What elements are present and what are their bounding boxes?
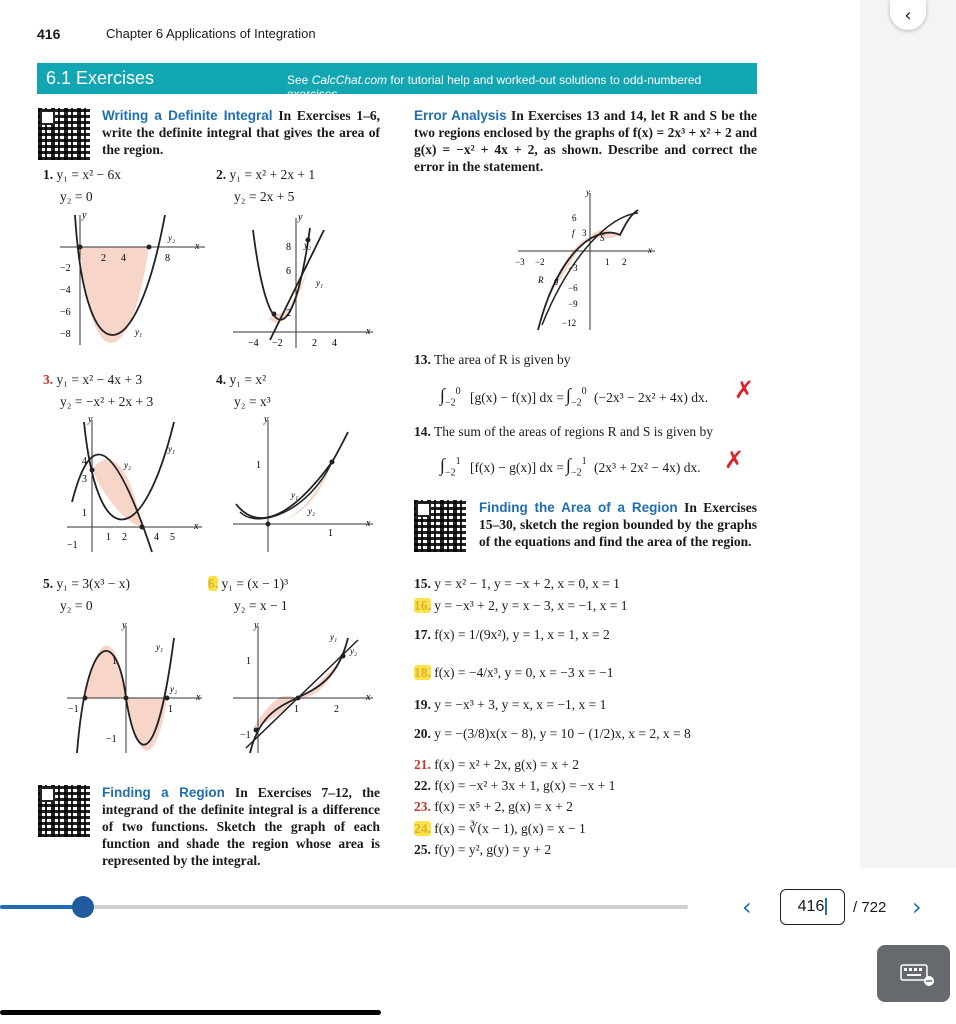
ex3-line2: y₂ = −x² + 2x + 3 [60, 394, 154, 409]
writing-text: In Exercises 1–6, write the definite integral that gives the area of the region. [102, 108, 381, 157]
svg-text:g: g [554, 275, 559, 285]
ex25-text: f(y) = y², g(y) = y + 2 [434, 842, 552, 857]
ex20-num: 20. [414, 726, 431, 741]
svg-text:−2: −2 [535, 257, 545, 267]
ex6-num: 6. [208, 576, 219, 591]
ex3-num: 3. [43, 372, 54, 387]
ex2-line1: y₁ = x² + 2x + 1 [229, 167, 316, 182]
svg-text:y₂: y₂ [304, 240, 312, 250]
ex13-integral-left: $\int_{-2}^0$ [440, 385, 461, 409]
graph-ex5 [62, 618, 212, 758]
qr-code-icon[interactable] [38, 785, 90, 837]
error-x-icon: ✗ [724, 446, 745, 474]
ex13-num: 13. [414, 352, 431, 367]
ex5-num: 5. [43, 576, 54, 591]
exercise-14 [414, 423, 713, 440]
ex13-text: The area of R is given by [434, 352, 571, 367]
svg-text:2: 2 [101, 253, 106, 264]
exercise-23 [414, 798, 573, 815]
svg-text:−4: −4 [248, 338, 259, 349]
exercise-25 [414, 841, 551, 858]
ex4-line1: y₁ = x² [229, 372, 267, 387]
ex14-lhs: [f(x) − g(x)] dx = [470, 460, 564, 475]
ex14-integral-right: $\int_{-2}^1$ [566, 455, 587, 479]
svg-text:y₂: y₂ [350, 646, 358, 656]
svg-text:y₁: y₁ [316, 278, 324, 288]
ex20-text: y = −(3/8)x(x − 8), y = 10 − (1/2)x, x = 2, x = 8 [434, 726, 691, 741]
exercise-21 [414, 756, 579, 773]
exercise-2 [216, 166, 315, 183]
svg-text:y: y [586, 187, 590, 197]
page-number: 416 [37, 26, 61, 42]
exercise-3 [43, 371, 142, 388]
exercise-17 [414, 626, 610, 643]
ex14-text: The sum of the areas of regions R and S is given by [434, 424, 713, 439]
svg-text:y: y [88, 414, 93, 425]
svg-text:−2: −2 [272, 338, 283, 349]
ex22-num: 22. [414, 778, 431, 793]
ex16-num: 16. [414, 598, 431, 613]
chapter-title: Chapter 6 Applications of Integration [106, 26, 316, 41]
svg-text:3: 3 [82, 474, 87, 485]
svg-text:x: x [195, 241, 200, 252]
previous-page-icon[interactable]: ‹ [742, 893, 752, 921]
svg-text:y₂: y₂ [168, 233, 176, 243]
ex2-line2: y₂ = 2x + 5 [234, 189, 295, 204]
svg-text:2: 2 [312, 338, 317, 349]
svg-text:y: y [298, 212, 303, 223]
ex6-line2: y₂ = x − 1 [234, 598, 288, 613]
graph-ex4 [228, 412, 378, 557]
svg-text:−6: −6 [60, 307, 71, 318]
svg-text:y₁: y₁ [156, 642, 164, 652]
banner-subtitle [287, 73, 757, 101]
svg-text:3: 3 [582, 228, 587, 238]
svg-text:1: 1 [246, 656, 251, 667]
svg-text:8: 8 [165, 253, 170, 264]
svg-text:−8: −8 [60, 329, 71, 340]
exercise-15 [414, 575, 620, 592]
ex14-rhs: (2x³ + 2x² − 4x) dx. [594, 460, 701, 475]
ex13-rhs: (−2x³ − 2x² + 4x) dx. [594, 390, 709, 405]
svg-text:f: f [572, 228, 575, 238]
svg-text:−1: −1 [106, 734, 117, 745]
ex19-text: y = −x³ + 3, y = x, x = −1, x = 1 [434, 697, 607, 712]
svg-text:4: 4 [82, 456, 87, 467]
svg-text:1: 1 [168, 704, 173, 715]
ex15-text: y = x² − 1, y = −x + 2, x = 0, x = 1 [434, 576, 620, 591]
svg-text:1: 1 [294, 704, 299, 715]
exercise-5 [43, 575, 130, 592]
ex4-num: 4. [216, 372, 227, 387]
error-intro [414, 107, 757, 175]
svg-text:x: x [194, 521, 199, 532]
page-input-value: 416 [797, 898, 825, 915]
svg-text:2: 2 [286, 308, 291, 319]
svg-text:−2: −2 [60, 263, 71, 274]
ex24-text: f(x) = ∛(x − 1), g(x) = x − 1 [434, 821, 586, 836]
finding-area-intro [479, 499, 757, 550]
svg-text:−4: −4 [60, 285, 71, 296]
svg-text:R: R [538, 275, 544, 285]
progress-track[interactable] [0, 905, 688, 909]
finding-region-intro [102, 784, 380, 868]
ex5-line2: y₂ = 0 [60, 598, 93, 613]
ex14-num: 14. [414, 424, 431, 439]
svg-text:8: 8 [286, 242, 291, 253]
progress-slider-handle[interactable] [72, 896, 94, 918]
svg-text:x: x [366, 326, 371, 337]
svg-text:1: 1 [82, 508, 87, 519]
ex2-num: 2. [216, 167, 227, 182]
svg-text:−3: −3 [515, 257, 525, 267]
graph-error-analysis [510, 185, 670, 335]
svg-text:y: y [264, 414, 269, 425]
ex13-integral-right: $\int_{-2}^0$ [566, 385, 587, 409]
ex3-line1: y₁ = x² − 4x + 3 [56, 372, 143, 387]
ex21-text: f(x) = x² + 2x, g(x) = x + 2 [434, 757, 579, 772]
writing-heading: Writing a Definite Integral [102, 108, 273, 123]
error-text: In Exercises 13 and 14, let R and S be the two regions enclosed by the graphs of f(x) = 2x³ + x² + 2 and g(x) = −x² + 4x + 2, as shown. Describe and correct the error in the statement. [414, 108, 757, 174]
svg-text:2: 2 [622, 257, 627, 267]
svg-text:−1: −1 [67, 540, 78, 551]
exercise-18 [414, 664, 613, 681]
exercise-6 [208, 575, 288, 592]
svg-text:x: x [196, 692, 201, 703]
ex18-text: f(x) = −4/x³, y = 0, x = −3 x = −1 [434, 665, 614, 680]
page-gutter [860, 0, 956, 868]
svg-text:−12: −12 [562, 318, 577, 328]
ex4-line2: y₂ = x³ [234, 394, 271, 409]
svg-text:1: 1 [106, 532, 111, 543]
section-title: 6.1 Exercises [46, 68, 155, 88]
page-number-input[interactable] [780, 889, 845, 925]
svg-text:1: 1 [256, 460, 261, 471]
svg-text:4: 4 [332, 338, 337, 349]
svg-text:2: 2 [122, 532, 127, 543]
exercise-4 [216, 371, 266, 388]
svg-text:2: 2 [334, 704, 339, 715]
svg-text:y: y [122, 620, 127, 631]
svg-text:y₂: y₂ [170, 684, 178, 694]
graph-ex3 [62, 412, 212, 557]
svg-text:y: y [82, 210, 87, 221]
collapse-chevron-icon[interactable]: ‹ [890, 0, 926, 30]
svg-text:y₁: y₁ [135, 327, 143, 337]
ex23-text: f(x) = x⁵ + 2, g(x) = x + 2 [434, 799, 573, 814]
exercise-22 [414, 777, 615, 794]
qr-code-icon[interactable] [38, 108, 90, 160]
ex25-num: 25. [414, 842, 431, 857]
svg-text:−3: −3 [568, 263, 578, 273]
svg-text:−9: −9 [568, 299, 578, 309]
ex14-integral-left: $\int_{-2}^1$ [440, 455, 461, 479]
ex21-num: 21. [414, 757, 431, 772]
ex1-line2: y₂ = 0 [60, 189, 93, 204]
svg-text:x: x [366, 692, 371, 703]
svg-text:y₁: y₁ [168, 444, 176, 454]
ex6-line1: y₁ = (x − 1)³ [221, 576, 289, 591]
error-heading: Error Analysis [414, 108, 507, 123]
svg-text:y₁: y₁ [330, 632, 338, 642]
text-caret [825, 898, 827, 915]
keyboard-icon [877, 945, 950, 1002]
exercise-13 [414, 351, 570, 368]
error-x-icon: ✗ [734, 376, 755, 404]
finding-area-heading: Finding the Area of a Region [479, 500, 678, 515]
finding-area-text: In Exercises 15–30, sketch the region bounded by the graphs of the equations and find the area of the region. [479, 500, 758, 549]
svg-text:4: 4 [121, 253, 126, 264]
writing-intro [102, 107, 380, 158]
graph-ex2 [228, 210, 378, 350]
ex15-num: 15. [414, 576, 431, 591]
subtitle-pre: See [287, 73, 312, 87]
svg-text:y: y [254, 620, 259, 631]
ex5-line1: y₁ = 3(x³ − x) [56, 576, 130, 591]
ex17-num: 17. [414, 627, 431, 642]
svg-text:5: 5 [170, 532, 175, 543]
qr-code-icon[interactable] [414, 500, 466, 552]
ex1-line1: y₁ = x² − 6x [56, 167, 121, 182]
svg-text:x: x [648, 245, 652, 255]
exercise-24 [414, 820, 586, 837]
home-indicator [0, 1010, 381, 1015]
finding-region-text: In Exercises 7–12, the integrand of the definite integral is a difference of two functions. Sketch the graph of each function and shade the region whose area is represented by the integral. [102, 785, 380, 868]
finding-region-heading: Finding a Region [102, 785, 225, 800]
ex13-lhs: [g(x) − f(x)] dx = [470, 390, 564, 405]
progress-fill [0, 905, 83, 909]
graph-ex1 [55, 205, 215, 355]
svg-text:x: x [366, 518, 371, 529]
keyboard-button[interactable] [877, 945, 950, 1002]
subtitle-post: for tutorial help and worked-out solutions to odd-numbered exercises. [287, 73, 702, 101]
ex19-num: 19. [414, 697, 431, 712]
svg-text:−1: −1 [240, 730, 251, 741]
ex17-text: f(x) = 1/(9x²), y = 1, x = 1, x = 2 [434, 627, 610, 642]
exercise-1 [43, 166, 121, 183]
svg-text:−6: −6 [568, 283, 578, 293]
svg-text:6: 6 [286, 266, 291, 277]
ex23-num: 23. [414, 799, 431, 814]
ex24-num: 24. [414, 821, 431, 836]
graph-ex6 [228, 618, 378, 758]
exercise-20 [414, 725, 691, 742]
svg-text:4: 4 [154, 532, 159, 543]
exercise-19 [414, 696, 606, 713]
ex1-num: 1. [43, 167, 54, 182]
svg-text:1: 1 [328, 528, 333, 539]
svg-text:1: 1 [605, 257, 610, 267]
exercise-16 [414, 597, 627, 614]
svg-text:−1: −1 [68, 704, 79, 715]
ex22-text: f(x) = −x² + 3x + 1, g(x) = −x + 1 [434, 778, 616, 793]
ex16-text: y = −x³ + 2, y = x − 3, x = −1, x = 1 [434, 598, 628, 613]
ex18-num: 18. [414, 665, 431, 680]
next-page-icon[interactable]: › [912, 893, 922, 921]
svg-text:6: 6 [572, 213, 577, 223]
svg-text:y₁: y₁ [291, 490, 299, 500]
svg-text:y₂: y₂ [308, 506, 316, 516]
calcchat-link[interactable]: CalcChat.com [311, 73, 388, 87]
page-total: / 722 [853, 899, 887, 916]
svg-text:1: 1 [112, 656, 117, 667]
svg-text:y₂: y₂ [124, 460, 132, 470]
svg-text:S: S [600, 233, 605, 243]
section-banner [37, 63, 757, 101]
